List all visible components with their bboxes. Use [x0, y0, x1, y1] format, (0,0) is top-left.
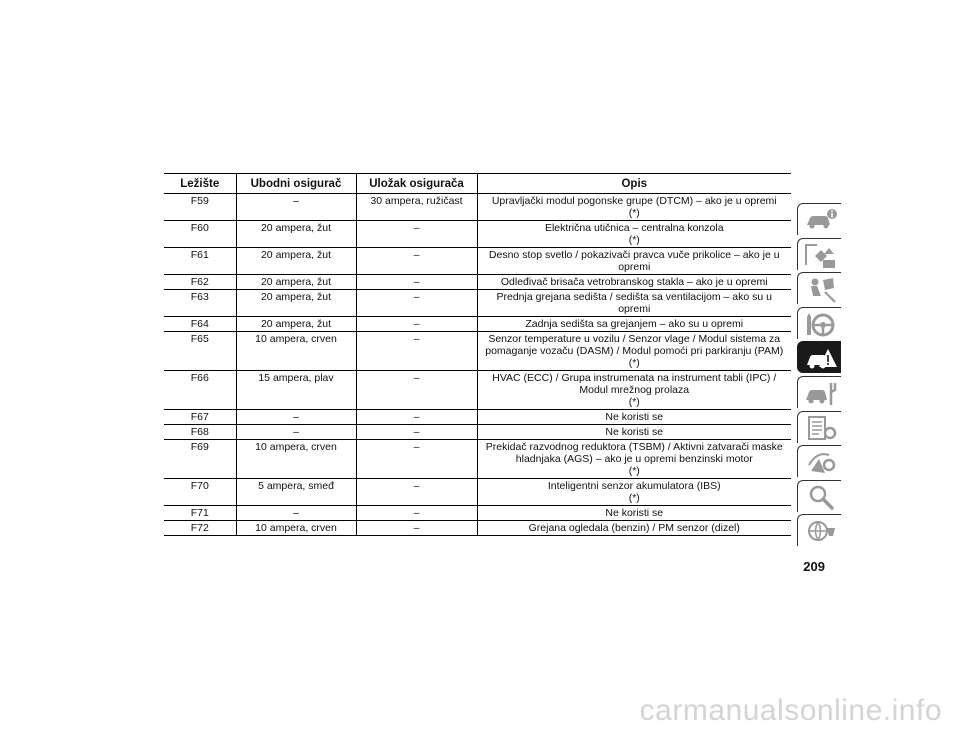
cell-cartridge-fuse: – [356, 248, 477, 275]
cell-blade-fuse: – [236, 194, 356, 221]
dashboard-warning-icon [803, 240, 839, 270]
cell-slot: F68 [164, 425, 236, 440]
tab-dashboard[interactable] [797, 238, 841, 270]
cell-cartridge-fuse: – [356, 371, 477, 410]
cell-description: Prednja grejana sedišta / sedišta sa ventilacijom – ako su u opremi [477, 290, 791, 317]
cell-description: Inteligentni senzor akumulatora (IBS) (*) [477, 479, 791, 506]
cell-blade-fuse: 15 ampera, plav [236, 371, 356, 410]
cell-slot: F66 [164, 371, 236, 410]
cell-description: Odleđivač brisača vetrobranskog stakla – ako je u opremi [477, 275, 791, 290]
tab-languages[interactable] [797, 514, 841, 546]
cell-cartridge-fuse: – [356, 290, 477, 317]
watermark: carmanualsonline.info [639, 694, 942, 727]
table-row [164, 479, 791, 506]
table-row [164, 221, 791, 248]
cell-description: Ne koristi se [477, 506, 791, 521]
cell-cartridge-fuse: – [356, 521, 477, 536]
cell-blade-fuse: – [236, 410, 356, 425]
cell-slot: F59 [164, 194, 236, 221]
table-row [164, 440, 791, 479]
cell-blade-fuse: – [236, 425, 356, 440]
cell-description: Senzor temperature u vozilu / Senzor vlage / Modul sistema za pomaganje vozaču (DASM) / Modul pomoći pri parkiranju (PAM) (*) [477, 332, 791, 371]
cell-description: Ne koristi se [477, 410, 791, 425]
cell-cartridge-fuse: – [356, 440, 477, 479]
cell-cartridge-fuse: – [356, 332, 477, 371]
cell-blade-fuse: 10 ampera, crven [236, 521, 356, 536]
tab-multimedia[interactable] [797, 445, 841, 477]
tab-safety[interactable] [797, 272, 841, 304]
cell-slot: F69 [164, 440, 236, 479]
car-tools-icon [803, 378, 839, 408]
table-row [164, 317, 791, 332]
cell-blade-fuse: 10 ampera, crven [236, 332, 356, 371]
table-row [164, 425, 791, 440]
cell-slot: F64 [164, 317, 236, 332]
cell-description: Desno stop svetlo / pokazivači pravca vuče prikolice – ako je u opremi [477, 248, 791, 275]
emergency-car-icon [803, 343, 839, 373]
cell-cartridge-fuse: – [356, 425, 477, 440]
cell-slot: F72 [164, 521, 236, 536]
cell-cartridge-fuse: – [356, 479, 477, 506]
cell-slot: F65 [164, 332, 236, 371]
table-row [164, 194, 791, 221]
cell-blade-fuse: 10 ampera, crven [236, 440, 356, 479]
header-description: Opis [477, 174, 791, 194]
table-row [164, 410, 791, 425]
cell-description: HVAC (ECC) / Grupa instrumenata na instrument tabli (IPC) / Modul mrežnog prolaza (*) [477, 371, 791, 410]
cell-cartridge-fuse: – [356, 221, 477, 248]
language-icon [803, 516, 839, 546]
header-cartridge-fuse: Uložak osigurača [356, 174, 477, 194]
table-row [164, 521, 791, 536]
table-header-row [164, 174, 791, 194]
cell-slot: F60 [164, 221, 236, 248]
header-slot: Ležište [164, 174, 236, 194]
header-blade-fuse: Ubodni osigurač [236, 174, 356, 194]
cell-slot: F63 [164, 290, 236, 317]
specifications-icon [803, 413, 839, 443]
tab-getting-to-know-vehicle[interactable] [797, 203, 841, 235]
table-row [164, 275, 791, 290]
cell-description: Grejana ogledala (benzin) / PM senzor (dizel) [477, 521, 791, 536]
cell-cartridge-fuse: 30 ampera, ružičast [356, 194, 477, 221]
table-row [164, 332, 791, 371]
cell-blade-fuse: 20 ampera, žut [236, 317, 356, 332]
cell-cartridge-fuse: – [356, 275, 477, 290]
cell-description: Upravljački modul pogonske grupe (DTCM) – ako je u opremi (*) [477, 194, 791, 221]
cell-blade-fuse: 20 ampera, žut [236, 248, 356, 275]
fuse-table [164, 173, 791, 536]
chapter-tabs [797, 203, 841, 549]
cell-description: Zadnja sedišta sa grejanjem – ako su u opremi [477, 317, 791, 332]
table-row [164, 371, 791, 410]
cell-slot: F62 [164, 275, 236, 290]
cell-blade-fuse: – [236, 506, 356, 521]
search-index-icon [803, 482, 839, 512]
cell-description: Električna utičnica – centralna konzola (*) [477, 221, 791, 248]
tab-in-case-of-emergency[interactable] [797, 341, 841, 373]
cell-description: Ne koristi se [477, 425, 791, 440]
page-number: 209 [803, 559, 825, 574]
table-row [164, 290, 791, 317]
cell-blade-fuse: 20 ampera, žut [236, 221, 356, 248]
cell-description: Prekidač razvodnog reduktora (TSBM) / Aktivni zatvarači maske hladnjaka (AGS) – ako je u opremi benzinski motor (*) [477, 440, 791, 479]
car-info-icon [803, 205, 839, 235]
airbag-seat-icon [803, 274, 839, 304]
cell-blade-fuse: 20 ampera, žut [236, 290, 356, 317]
cell-cartridge-fuse: – [356, 317, 477, 332]
table-row [164, 248, 791, 275]
cell-cartridge-fuse: – [356, 410, 477, 425]
cell-cartridge-fuse: – [356, 506, 477, 521]
tab-technical-specifications[interactable] [797, 411, 841, 443]
tab-servicing-maintenance[interactable] [797, 376, 841, 408]
table-body [164, 194, 791, 536]
cell-slot: F67 [164, 410, 236, 425]
tab-index[interactable] [797, 480, 841, 512]
cell-slot: F61 [164, 248, 236, 275]
media-navigation-icon [803, 447, 839, 477]
cell-blade-fuse: 20 ampera, žut [236, 275, 356, 290]
tab-starting-operating[interactable] [797, 307, 841, 339]
cell-blade-fuse: 5 ampera, smeđ [236, 479, 356, 506]
table-row [164, 506, 791, 521]
steering-wheel-icon [803, 309, 839, 339]
cell-slot: F71 [164, 506, 236, 521]
cell-slot: F70 [164, 479, 236, 506]
